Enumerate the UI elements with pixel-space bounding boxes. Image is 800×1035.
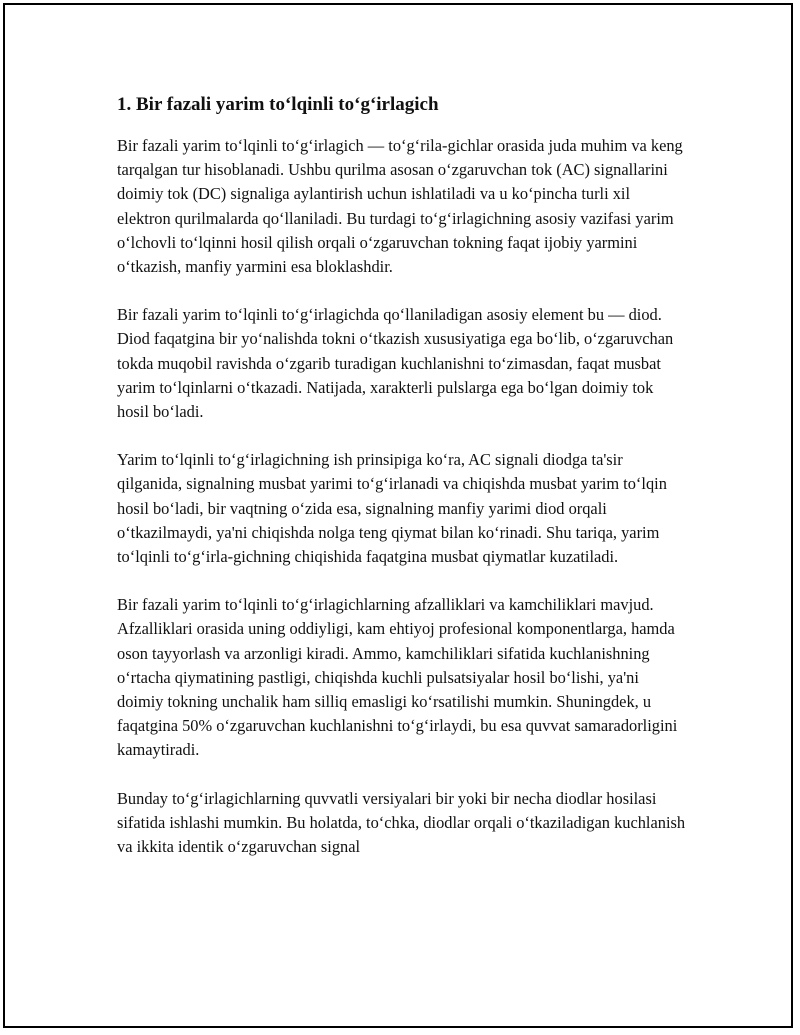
paragraph-powerful-versions: Bunday toʻgʻirlagichlarning quvvatli versiyalari bir yoki bir necha diodlar hosilasi sifatida ishlashi mumkin. Bu holatda, toʻchka, diodlar orqali oʻtkaziladigan kuchlanish va ikkita identik oʻzgaruvchan signal bbox=[117, 788, 686, 857]
paragraph-pros-cons: Bir fazali yarim toʻlqinli toʻgʻirlagichlarning afzalliklari va kamchiliklari mavjud. Afzalliklari orasida uning oddiyligi, kam ehtiyoj profesional komponentlarga, hamda oson tayyorlash va arzonligi kiradi. Ammo, kamchiliklari sifatida kuchlanishning oʻrtacha qiymatining pastligi, chiqishda kuchli pulsatsiyalar hosil boʻlishi, ya'ni doimiy tokning unchalik ham silliq emasligi koʻrsatilishi mumkin. Shuningdek, u faqatgina 50% oʻzgaruvchan kuchlanishni toʻgʻirlaydi, bu esa quvvat samaradorligini kamaytiradi. bbox=[117, 595, 678, 760]
paragraph-principle: Yarim toʻlqinli toʻgʻirlagichning ish prinsipiga koʻra, AC signali diodga ta'sir qilganida, signalning musbat yarimi toʻgʻirlanadi va chiqishda musbat yarim toʻlqin hosil boʻladi, bir vaqtning oʻzida esa, signalning manfiy yarimi diod orqali oʻtkazilmaydi, ya'ni chiqishda nolga teng qiymat bilan koʻrinadi. Shu tariqa, yarim toʻlqinli toʻgʻirla-gichning chiqishida faqatgina musbat qiymatlar kuzatiladi. bbox=[117, 450, 667, 567]
paragraph-diode: Bir fazali yarim toʻlqinli toʻgʻirlagichda qoʻllaniladigan asosiy element bu — diod. Diod faqatgina bir yoʻnalishda tokni oʻtkazish xususiyatiga ega boʻlib, oʻzgaruvchan tokda muqobil ravishda oʻzgarib turadigan kuchlanishni toʻzimasdan, faqat musbat yarim toʻlqinlarni oʻtkazadi. Natijada, xarakterli pulslarga ega boʻlgan doimiy tok hosil boʻladi. bbox=[117, 305, 674, 422]
paragraph-intro: Bir fazali yarim toʻlqinli toʻgʻirlagich — toʻgʻrila-gichlar orasida juda muhim va keng tarqalgan tur hisoblanadi. Ushbu qurilma asosan oʻzgaruvchan tok (AC) signallarini doimiy tok (DC) signaliga aylantirish uchun ishlatiladi va u koʻpincha turli xil elektron qurilmalarda qoʻllaniladi. Bu turdagi toʻgʻirlagichning asosiy vazifasi yarim oʻlchovli toʻlqinni hosil qilish orqali oʻzgaruvchan tokning faqat ijobiy yarmini oʻtkazish, manfiy yarmini esa bloklashdir. bbox=[117, 136, 683, 277]
section-heading: 1. Bir fazali yarim toʻlqinli toʻgʻirlagich bbox=[117, 94, 439, 115]
document-body bbox=[117, 90, 687, 883]
